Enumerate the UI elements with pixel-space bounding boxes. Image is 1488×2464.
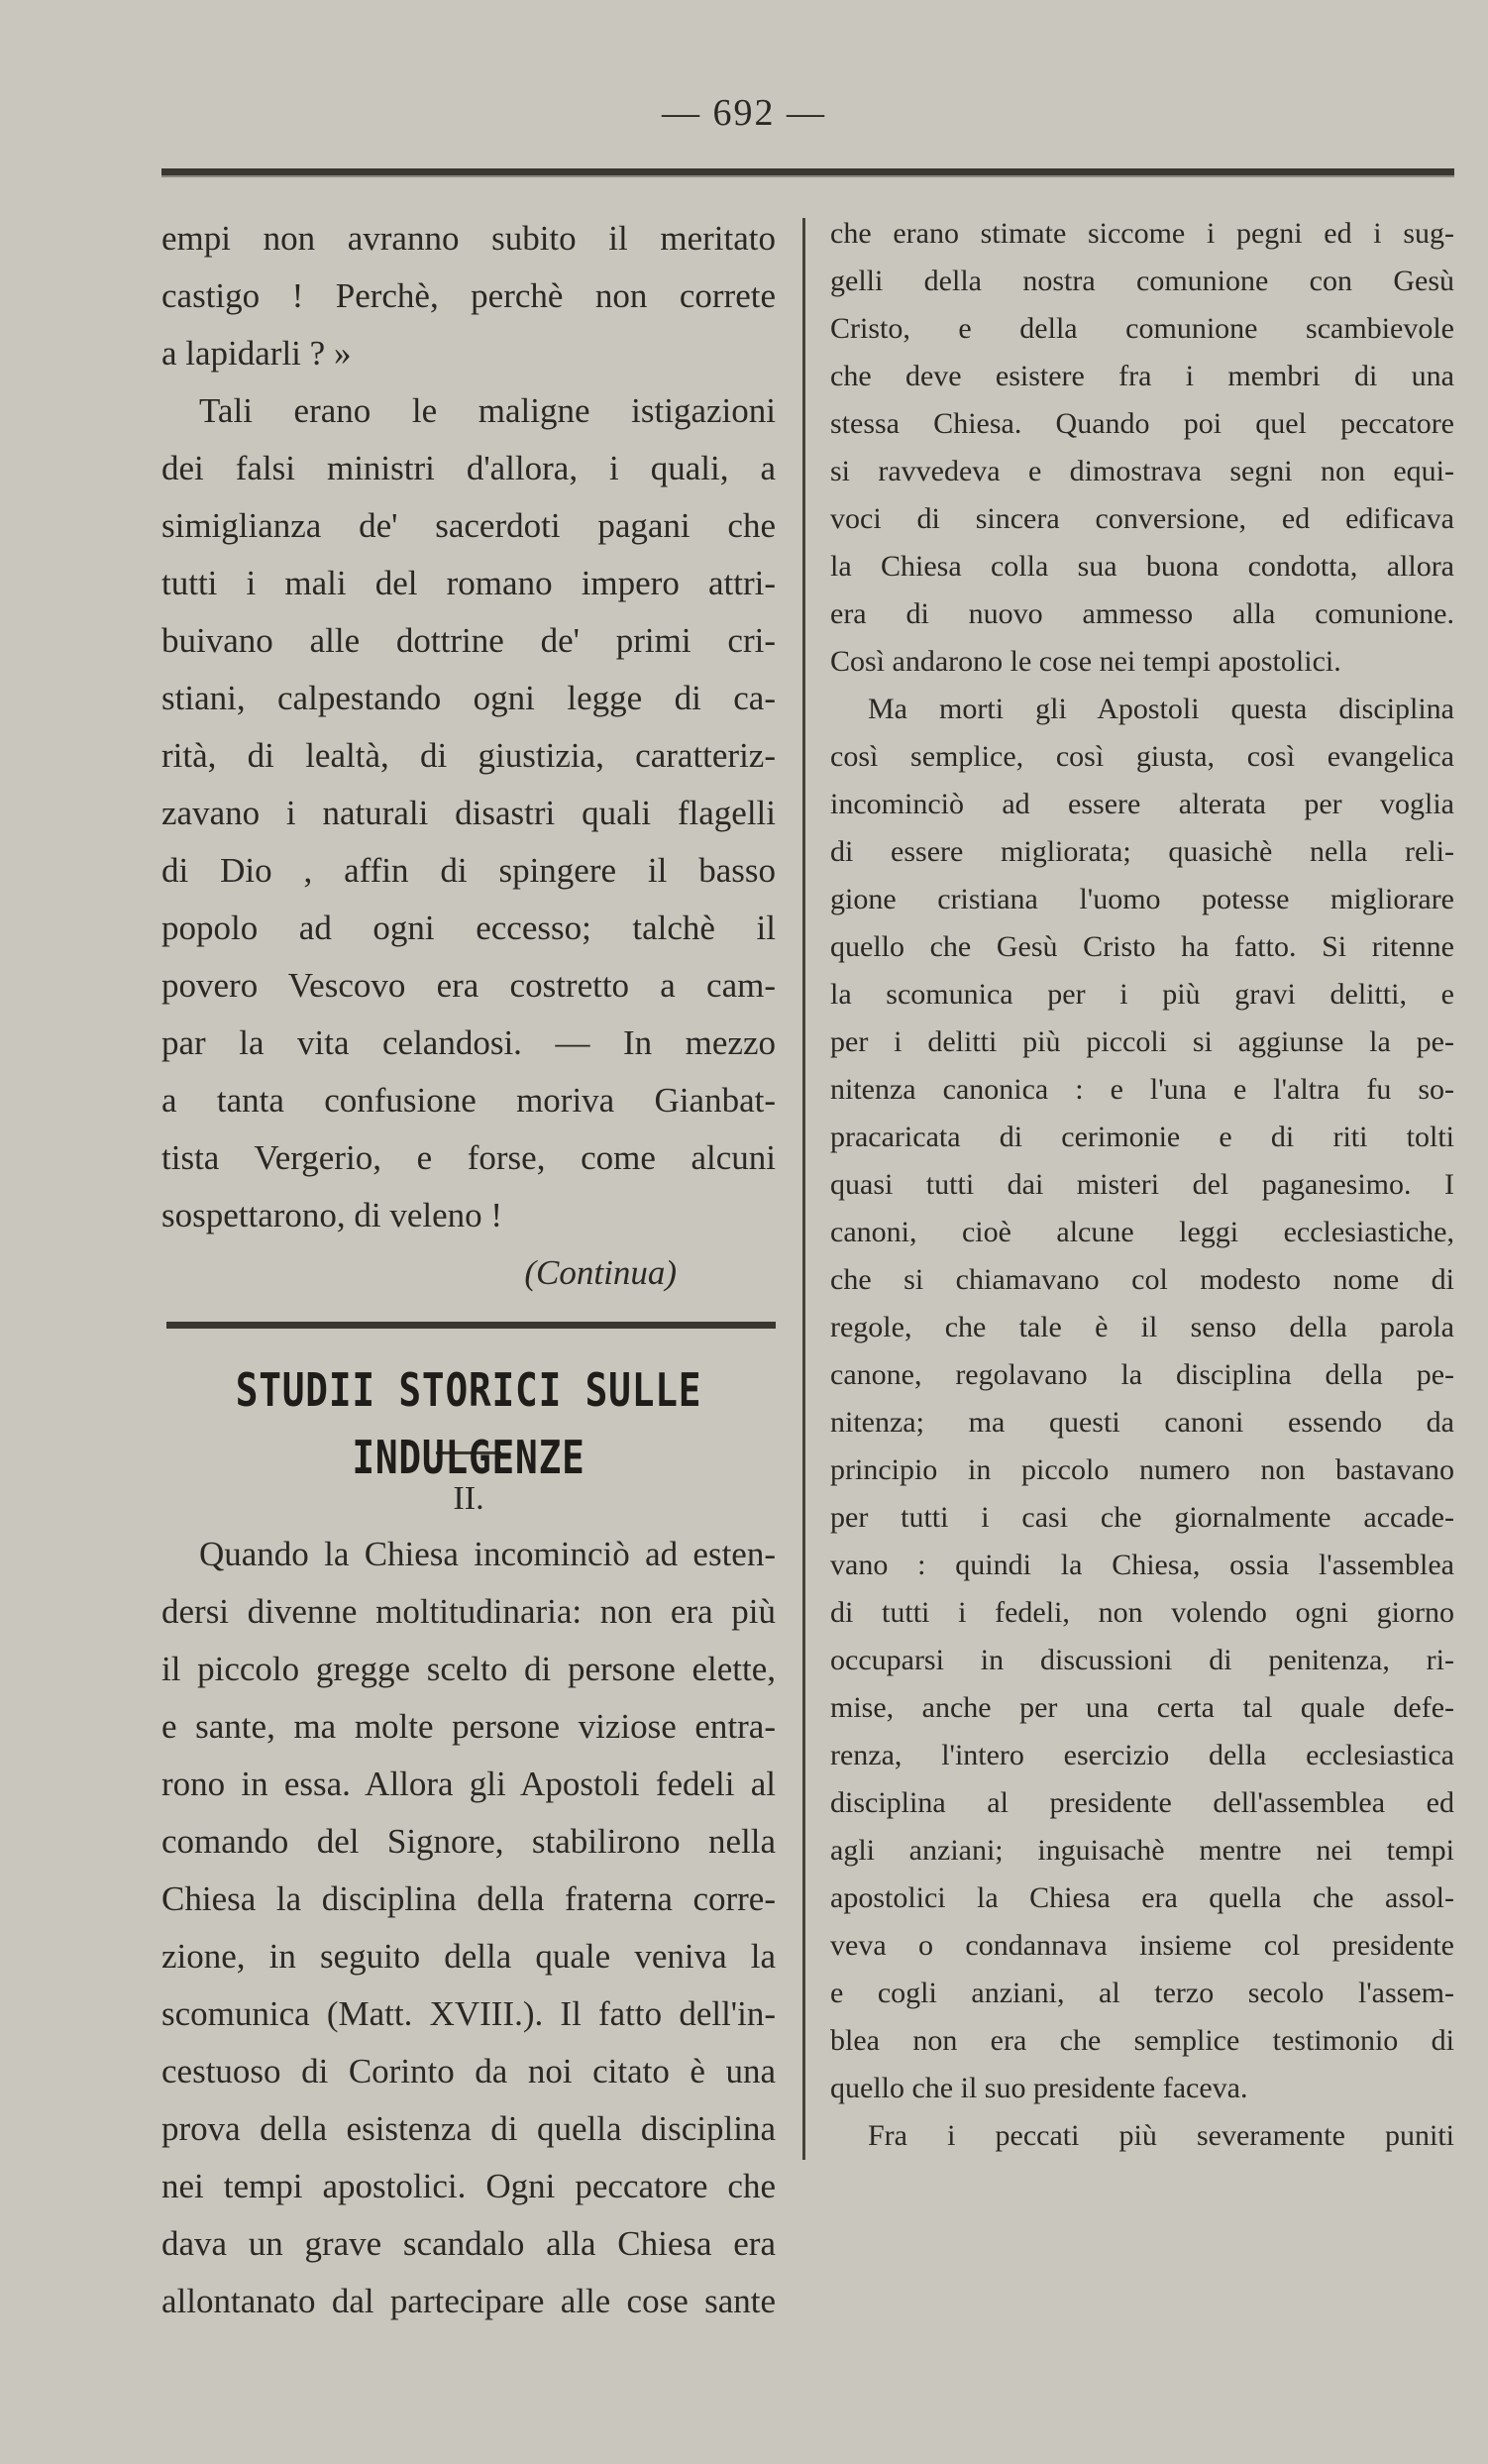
text-line: zavano i naturali disastri quali flagelli <box>161 794 776 832</box>
text-line: per i delitti più piccoli si aggiunse la pe- <box>830 1025 1454 1058</box>
section-title: STUDII STORICI SULLE INDULGENZE <box>235 1363 702 1484</box>
text-line: zione, in seguito della quale veniva la <box>161 1937 776 1976</box>
text-line: Così andarono le cose nei tempi apostolici. <box>830 645 1341 678</box>
text-line: allontanato dal partecipare alle cose sante <box>161 2282 776 2320</box>
text-line: rono in essa. Allora gli Apostoli fedeli al <box>161 1765 776 1803</box>
text-line: quello che Gesù Cristo ha fatto. Si ritenne <box>830 930 1454 963</box>
text-line: tista Vergerio, e forse, come alcuni <box>161 1138 776 1177</box>
text-line: dava un grave scandalo alla Chiesa era <box>161 2224 776 2263</box>
text-line: incominciò ad essere alterata per voglia <box>830 788 1454 820</box>
text-line: e sante, ma molte persone viziose entra- <box>161 1707 776 1746</box>
text-line: vano : quindi la Chiesa, ossia l'assemblea <box>830 1549 1454 1581</box>
text-line: empi non avranno subito il meritato <box>161 219 776 258</box>
text-line: Tali erano le maligne istigazioni <box>199 391 776 430</box>
text-line: che si chiamavano col modesto nome di <box>830 1263 1454 1296</box>
text-line: stessa Chiesa. Quando poi quel peccatore <box>830 407 1454 440</box>
text-line: nitenza; ma questi canoni essendo da <box>830 1406 1454 1439</box>
text-line: veva o condannava insieme col presidente <box>830 1929 1454 1962</box>
text-line: mise, anche per una certa tal quale defe- <box>830 1691 1454 1724</box>
text-line: regole, che tale è il senso della parola <box>830 1311 1454 1343</box>
text-line: blea non era che semplice testimonio di <box>830 2024 1454 2057</box>
left-text-after <box>161 1526 776 2330</box>
text-line: la Chiesa colla sua buona condotta, allora <box>830 550 1454 583</box>
page-number: — 692 — <box>662 92 826 134</box>
text-line: Ma morti gli Apostoli questa disciplina <box>868 693 1454 725</box>
text-line: voci di sincera conversione, ed edificava <box>830 502 1454 535</box>
text-line: dei falsi ministri d'allora, i quali, a <box>161 449 776 487</box>
text-line: canoni, cioè alcune leggi ecclesiastiche, <box>830 1216 1454 1248</box>
left-text-before <box>161 210 776 1302</box>
continua-note: (Continua) <box>524 1253 677 1292</box>
text-line: popolo ad ogni eccesso; talchè il <box>161 909 776 947</box>
text-line: a lapidarli ? » <box>161 334 352 373</box>
section-separator <box>166 1322 776 1329</box>
text-line: Chiesa la disciplina della fraterna corre- <box>161 1879 776 1918</box>
text-line: nei tempi apostolici. Ogni peccatore che <box>161 2167 776 2205</box>
section-number: II. <box>453 1480 484 1517</box>
text-line: nitenza canonica : e l'una e l'altra fu so- <box>830 1073 1454 1106</box>
text-line: per tutti i casi che giornalmente accade- <box>830 1501 1454 1534</box>
text-line: tutti i mali del romano impero attri- <box>161 564 776 602</box>
text-line: la scomunica per i più gravi delitti, e <box>830 978 1454 1011</box>
text-line: scomunica (Matt. XVIII.). Il fatto dell'in- <box>161 1994 776 2033</box>
text-line: di tutti i fedeli, non volendo ogni giorno <box>830 1596 1454 1629</box>
text-line: così semplice, così giusta, così evangelica <box>830 740 1454 773</box>
text-line: prova della esistenza di quella disciplina <box>161 2109 776 2148</box>
text-line: buivano alle dottrine de' primi cri- <box>161 621 776 660</box>
text-line: Fra i peccati più severamente puniti <box>868 2119 1454 2152</box>
text-line: che deve esistere fra i membri di una <box>830 360 1454 392</box>
right-column <box>830 210 1454 2160</box>
text-line: castigo ! Perchè, perchè non correte <box>161 276 776 315</box>
text-line: era di nuovo ammesso alla comunione. <box>830 597 1454 630</box>
column-divider <box>802 218 805 2160</box>
text-line: gelli della nostra comunione con Gesù <box>830 265 1454 297</box>
text-line: disciplina al presidente dell'assemblea ed <box>830 1786 1454 1819</box>
text-line: si ravvedeva e dimostrava segni non equi- <box>830 455 1454 487</box>
text-line: stiani, calpestando ogni legge di ca- <box>161 679 776 717</box>
text-line: principio in piccolo numero non bastavano <box>830 1453 1454 1486</box>
text-line: comando del Signore, stabilirono nella <box>161 1822 776 1861</box>
text-line: pracaricata di cerimonie e di riti tolti <box>830 1121 1454 1153</box>
text-line: quasi tutti dai misteri del paganesimo. I <box>830 1168 1454 1201</box>
text-line: par la vita celandosi. — In mezzo <box>161 1023 776 1062</box>
text-line: canone, regolavano la disciplina della pe- <box>830 1358 1454 1391</box>
text-line: di Dio , affin di spingere il basso <box>161 851 776 890</box>
text-line: che erano stimate siccome i pegni ed i sug- <box>830 217 1454 250</box>
text-line: agli anziani; inguisachè mentre nei tempi <box>830 1834 1454 1867</box>
text-line: sospettarono, di veleno ! <box>161 1196 503 1234</box>
text-line: quello che il suo presidente faceva. <box>830 2072 1248 2104</box>
text-line: a tanta confusione moriva Gianbat- <box>161 1081 776 1120</box>
text-line: renza, l'intero esercizio della ecclesiastica <box>830 1739 1454 1771</box>
text-line: di essere migliorata; quasichè nella reli- <box>830 835 1454 868</box>
text-line: povero Vescovo era costretto a cam- <box>161 966 776 1005</box>
text-line: gione cristiana l'uomo potesse migliorare <box>830 883 1454 915</box>
text-line: Cristo, e della comunione scambievole <box>830 312 1454 345</box>
text-line: dersi divenne moltitudinaria: non era più <box>161 1592 776 1631</box>
text-line: rità, di lealtà, di giustizia, caratteriz- <box>161 736 776 775</box>
text-line: occuparsi in discussioni di penitenza, ri- <box>830 1644 1454 1676</box>
text-line: e cogli anziani, al terzo secolo l'assem- <box>830 1977 1454 2009</box>
left-column <box>161 210 776 2330</box>
text-line: cestuoso di Corinto da noi citato è una <box>161 2052 776 2090</box>
text-line: Quando la Chiesa incominciò ad esten- <box>199 1535 776 1573</box>
header-rule <box>161 168 1454 177</box>
text-line: simiglianza de' sacerdoti pagani che <box>161 506 776 545</box>
text-line: il piccolo gregge scelto di persone elette, <box>161 1650 776 1688</box>
text-line: apostolici la Chiesa era quella che assol- <box>830 1881 1454 1914</box>
